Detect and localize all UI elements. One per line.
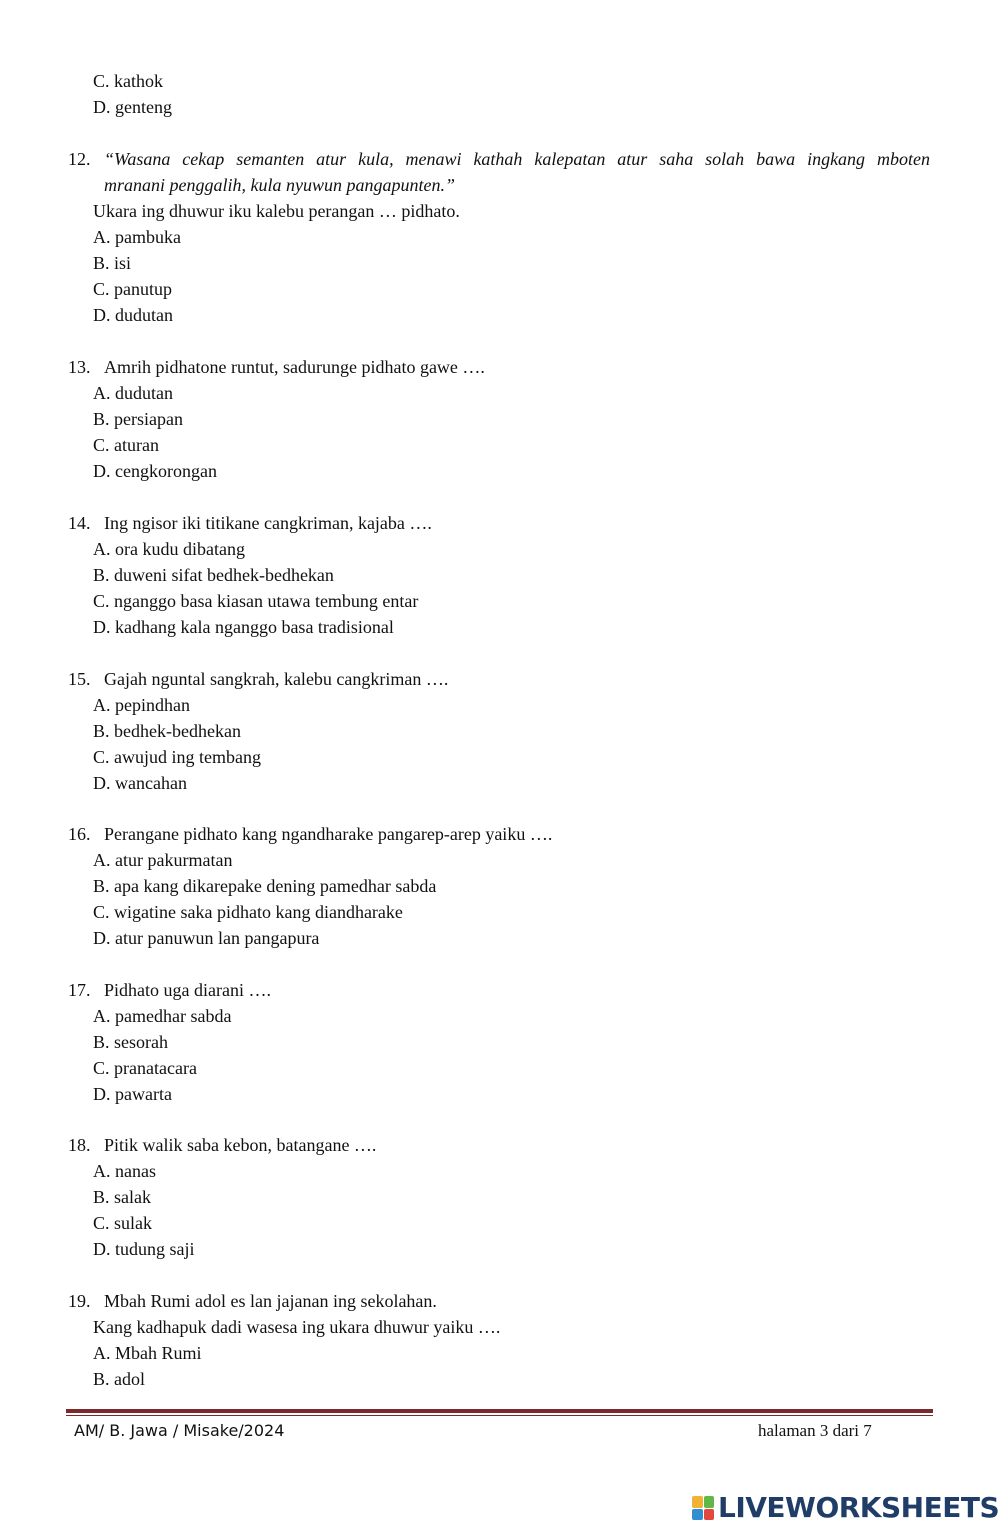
footer-left: AM/ B. Jawa / Misake/2024 (74, 1421, 285, 1440)
question-number: 14. (68, 513, 91, 533)
footer-rule (66, 1409, 933, 1413)
option-b: B. isi (93, 253, 132, 273)
option-b: B. sesorah (93, 1032, 168, 1052)
liveworksheets-logo-icon (692, 1496, 714, 1520)
option-a: A. pamedhar sabda (93, 1006, 232, 1026)
question-text: Perangane pidhato kang ngandharake pangarep-arep yaiku …. (104, 824, 553, 844)
question-prompt: Ukara ing dhuwur iku kalebu perangan … pidhato. (93, 201, 460, 221)
question-text: Ing ngisor iki titikane cangkriman, kajaba …. (104, 513, 432, 533)
option-a: A. pambuka (93, 227, 181, 247)
option-c: C. awujud ing tembang (93, 747, 261, 767)
question-text: Gajah nguntal sangkrah, kalebu cangkriman …. (104, 669, 449, 689)
option-d: D. pawarta (93, 1084, 172, 1104)
option-b: B. adol (93, 1369, 145, 1389)
question-text: Pidhato uga diarani …. (104, 980, 271, 1000)
question-number: 17. (68, 980, 91, 1000)
option-a: A. Mbah Rumi (93, 1343, 202, 1363)
option-c: C. pranatacara (93, 1058, 197, 1078)
option-a: A. dudutan (93, 383, 173, 403)
option-a: A. nanas (93, 1161, 156, 1181)
liveworksheets-logo[interactable] (692, 1491, 999, 1525)
question-quote-line-1: “Wasana cekap semanten atur kula, menawi kathah kalepatan atur saha solah bawa ingkang mboten (104, 149, 930, 169)
option-d: D. kadhang kala nganggo basa tradisional (93, 617, 394, 637)
question-prompt: Kang kadhapuk dadi wasesa ing ukara dhuwur yaiku …. (93, 1317, 501, 1337)
question-text: Mbah Rumi adol es lan jajanan ing sekolahan. (104, 1291, 437, 1311)
option-d: D. wancahan (93, 773, 187, 793)
option-d: D. atur panuwun lan pangapura (93, 928, 320, 948)
option-c: C. panutup (93, 279, 172, 299)
option-b: B. apa kang dikarepake dening pamedhar sabda (93, 876, 437, 896)
option-d: D. dudutan (93, 305, 173, 325)
option-c: C. wigatine saka pidhato kang diandharake (93, 902, 403, 922)
question-number: 15. (68, 669, 91, 689)
question-quote-line-2: mranani penggalih, kula nyuwun pangapunten.” (104, 175, 455, 195)
question-number: 16. (68, 824, 91, 844)
option-c: C. aturan (93, 435, 159, 455)
question-number: 13. (68, 357, 91, 377)
question-number: 18. (68, 1135, 91, 1155)
question-number: 19. (68, 1291, 91, 1311)
option-a: A. atur pakurmatan (93, 850, 233, 870)
option-d: D. cengkorongan (93, 461, 217, 481)
option-b: B. duweni sifat bedhek-bedhekan (93, 565, 334, 585)
question-text: Amrih pidhatone runtut, sadurunge pidhato gawe …. (104, 357, 485, 377)
footer-rule-thin (66, 1415, 933, 1416)
option-b: B. bedhek-bedhekan (93, 721, 241, 741)
option-q11-c: C. kathok (93, 71, 163, 91)
question-number: 12. (68, 149, 91, 169)
option-c: C. sulak (93, 1213, 153, 1233)
option-q11-d: D. genteng (93, 97, 172, 117)
option-a: A. pepindhan (93, 695, 190, 715)
option-b: B. persiapan (93, 409, 183, 429)
option-d: D. tudung saji (93, 1239, 195, 1259)
question-text: Pitik walik saba kebon, batangane …. (104, 1135, 377, 1155)
option-b: B. salak (93, 1187, 151, 1207)
option-c: C. nganggo basa kiasan utawa tembung entar (93, 591, 419, 611)
footer-page-number: halaman 3 dari 7 (758, 1421, 872, 1440)
liveworksheets-wordmark: LIVEWORKSHEETS (718, 1491, 1000, 1524)
option-a: A. ora kudu dibatang (93, 539, 245, 559)
